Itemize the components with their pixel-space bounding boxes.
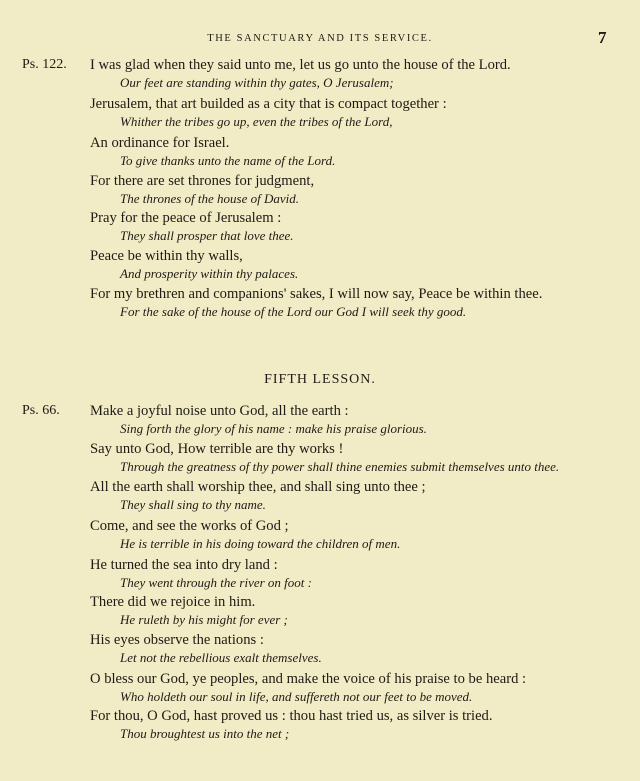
verse-line: His eyes observe the nations : (90, 632, 264, 648)
verse-line: I was glad when they said unto me, let us go unto the house of the Lord. (90, 57, 511, 73)
response-line: The thrones of the house of David. (120, 191, 299, 206)
verse-pair (90, 707, 630, 742)
response-line: He ruleth by his might for ever ; (120, 612, 288, 627)
response-line: Let not the rebellious exalt themselves. (120, 650, 322, 665)
verse-line: Say unto God, How terrible are thy works ! (90, 441, 344, 457)
response-line: And prosperity within thy palaces. (120, 266, 299, 281)
psalm-reference: Ps. 122. (22, 57, 67, 72)
verse-line: O bless our God, ye peoples, and make the voice of his praise to be heard : (90, 671, 527, 687)
verse-pair (90, 285, 630, 320)
verse-line: Jerusalem, that art builded as a city that is compact together : (90, 96, 447, 112)
verse-line: Pray for the peace of Jerusalem : (90, 210, 282, 226)
response-line: To give thanks unto the name of the Lord. (120, 153, 336, 168)
response-line: They shall prosper that love thee. (120, 228, 294, 243)
psalm-reference: Ps. 66. (22, 403, 60, 418)
verse-line: There did we rejoice in him. (90, 594, 256, 610)
verse-line: For my brethren and companions' sakes, I will now say, Peace be within thee. (90, 286, 543, 302)
running-title: THE SANCTUARY AND ITS SERVICE. (207, 33, 433, 44)
verse-line: Peace be within thy walls, (90, 248, 243, 264)
verse-line: For thou, O God, hast proved us : thou hast tried us, as silver is tried. (90, 708, 493, 724)
response-line: Through the greatness of thy power shall thine enemies submit themselves unto thee. (120, 459, 560, 474)
verse-line: An ordinance for Israel. (90, 135, 230, 151)
verse-pair (90, 172, 630, 207)
response-line: They shall sing to thy name. (120, 497, 266, 512)
lesson-heading: FIFTH LESSON. (264, 372, 376, 387)
verse-pair (90, 209, 630, 244)
verse-pair (90, 670, 630, 705)
response-line: Whither the tribes go up, even the tribes of the Lord, (120, 114, 393, 129)
response-line: Sing forth the glory of his name : make his praise glorious. (120, 421, 427, 436)
verse-pair (90, 440, 630, 475)
response-line: He is terrible in his doing toward the children of men. (120, 536, 401, 551)
verse-pair (90, 556, 630, 591)
verse-line: Come, and see the works of God ; (90, 518, 289, 534)
verse-pair (90, 631, 630, 666)
response-line: Our feet are standing within thy gates, O Jerusalem; (120, 75, 394, 90)
page-number: 7 (598, 28, 607, 47)
verse-pair (90, 517, 630, 552)
verse-line: All the earth shall worship thee, and shall sing unto thee ; (90, 479, 426, 495)
verse-line: For there are set thrones for judgment, (90, 173, 315, 189)
verse-pair (90, 593, 630, 628)
verse-pair (90, 247, 630, 282)
response-line: For the sake of the house of the Lord our God I will seek thy good. (120, 304, 467, 319)
response-line: They went through the river on foot : (120, 575, 312, 590)
verse-pair (90, 56, 630, 91)
response-line: Thou broughtest us into the net ; (120, 726, 290, 741)
response-line: Who holdeth our soul in life, and suffereth not our feet to be moved. (120, 689, 473, 704)
verse-pair (90, 402, 630, 437)
verse-pair (90, 95, 630, 130)
verse-pair (90, 478, 630, 513)
verse-pair (90, 134, 630, 169)
verse-line: Make a joyful noise unto God, all the earth : (90, 403, 349, 419)
verse-line: He turned the sea into dry land : (90, 557, 278, 573)
